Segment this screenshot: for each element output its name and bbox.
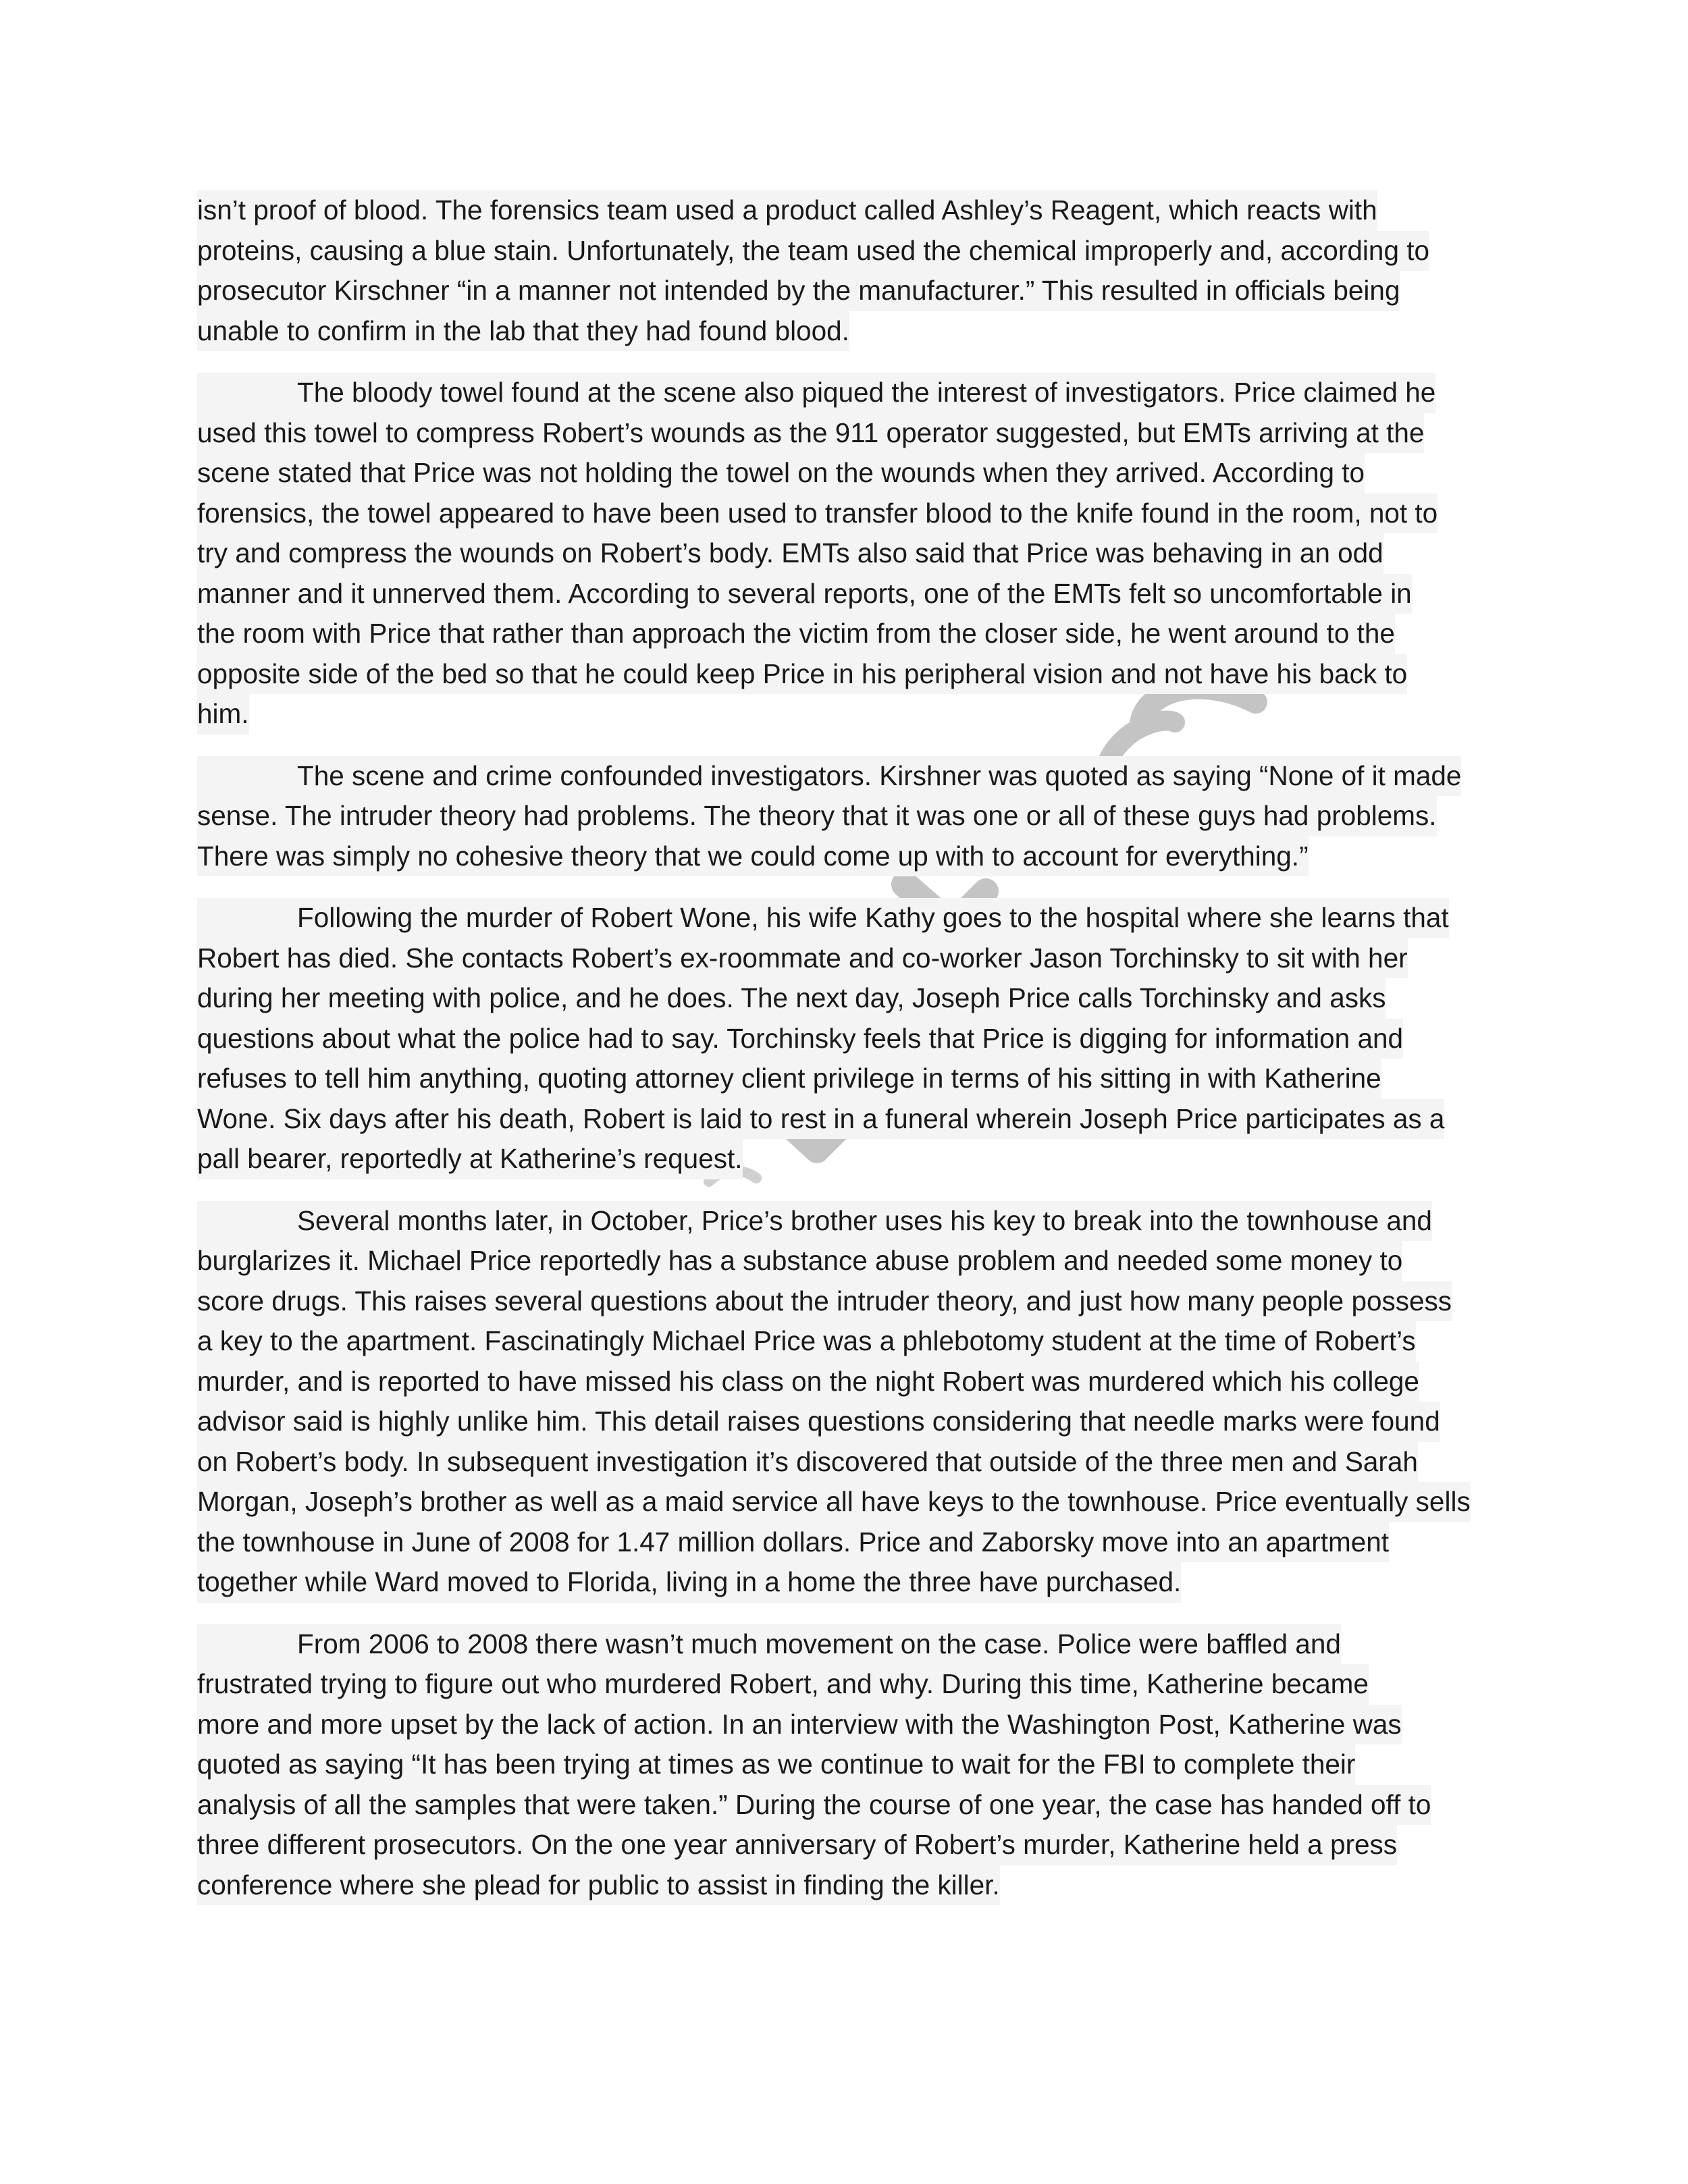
text-line: more and more upset by the lack of action. In an interview with the Washington Post, Katherine was xyxy=(197,1705,1402,1745)
paragraph xyxy=(197,190,1494,351)
text-line: quoted as saying “It has been trying at times as we continue to wait for the FBI to complete their xyxy=(197,1744,1355,1785)
text-line: unable to confirm in the lab that they had found blood. xyxy=(197,311,849,352)
text-line: burglarizes it. Michael Price reportedly has a substance abuse problem and needed some money to xyxy=(197,1241,1402,1281)
text-line: frustrated trying to figure out who murdered Robert, and why. During this time, Katherine became xyxy=(197,1664,1369,1705)
text-line: score drugs. This raises several questions about the intruder theory, and just how many people possess xyxy=(197,1281,1452,1322)
text-line: try and compress the wounds on Robert’s body. EMTs also said that Price was behaving in an odd xyxy=(197,533,1383,574)
text-line: three different prosecutors. On the one year anniversary of Robert’s murder, Katherine held a press xyxy=(197,1825,1397,1865)
text-line: scene stated that Price was not holding the towel on the wounds when they arrived. According to xyxy=(197,453,1365,494)
text-line: prosecutor Kirschner “in a manner not intended by the manufacturer.” This resulted in officials being xyxy=(197,271,1400,311)
text-line: sense. The intruder theory had problems. The theory that it was one or all of these guys had problems. xyxy=(197,796,1437,836)
text-line: The bloody towel found at the scene also piqued the interest of investigators. Price claimed he xyxy=(197,373,1435,413)
text-line: analysis of all the samples that were taken.” During the course of one year, the case has handed off to xyxy=(197,1785,1431,1826)
text-line: during her meeting with police, and he does. The next day, Joseph Price calls Torchinsky and asks xyxy=(197,978,1386,1019)
text-line: opposite side of the bed so that he could keep Price in his peripheral vision and not have his back to xyxy=(197,654,1407,695)
text-line: advisor said is highly unlike him. This detail raises questions considering that needle marks were found xyxy=(197,1402,1440,1442)
text-line: Wone. Six days after his death, Robert is laid to rest in a funeral wherein Joseph Price participates as a xyxy=(197,1099,1444,1140)
text-line: murder, and is reported to have missed his class on the night Robert was murdered which his college xyxy=(197,1362,1419,1402)
paragraph xyxy=(197,373,1494,735)
text-line: conference where she plead for public to assist in finding the killer. xyxy=(197,1865,1000,1906)
paragraph xyxy=(197,1201,1494,1603)
document-body xyxy=(197,190,1494,1927)
text-line: Morgan, Joseph’s brother as well as a maid service all have keys to the townhouse. Price eventually sells xyxy=(197,1482,1471,1522)
paragraph xyxy=(197,756,1494,877)
text-line: From 2006 to 2008 there wasn’t much movement on the case. Police were baffled and xyxy=(197,1624,1341,1665)
text-line: on Robert’s body. In subsequent investigation it’s discovered that outside of the three men and Sarah xyxy=(197,1442,1418,1483)
text-line: together while Ward moved to Florida, living in a home the three have purchased. xyxy=(197,1562,1181,1603)
text-line: him. xyxy=(197,694,249,735)
text-line: refuses to tell him anything, quoting attorney client privilege in terms of his sitting in with Katherine xyxy=(197,1059,1381,1099)
text-line: isn’t proof of blood. The forensics team used a product called Ashley’s Reagent, which reacts with xyxy=(197,190,1377,231)
paragraph xyxy=(197,898,1494,1179)
text-line: used this towel to compress Robert’s wounds as the 911 operator suggested, but EMTs arriving at the xyxy=(197,413,1424,454)
text-line: pall bearer, reportedly at Katherine’s request. xyxy=(197,1139,743,1179)
text-line: a key to the apartment. Fascinatingly Michael Price was a phlebotomy student at the time of Robert’s xyxy=(197,1321,1416,1362)
text-line: Following the murder of Robert Wone, his wife Kathy goes to the hospital where she learns that xyxy=(197,898,1449,938)
text-line: forensics, the towel appeared to have been used to transfer blood to the knife found in the room, not to xyxy=(197,494,1438,534)
text-line: questions about what the police had to say. Torchinsky feels that Price is digging for information and xyxy=(197,1019,1403,1059)
text-line: the room with Price that rather than approach the victim from the closer side, he went around to the xyxy=(197,614,1395,654)
text-line: Several months later, in October, Price’s brother uses his key to break into the townhouse and xyxy=(197,1201,1432,1242)
paragraph xyxy=(197,1624,1494,1906)
text-line: The scene and crime confounded investigators. Kirshner was quoted as saying “None of it made xyxy=(197,756,1461,797)
text-line: Robert has died. She contacts Robert’s ex-roommate and co-worker Jason Torchinsky to sit with her xyxy=(197,938,1408,979)
text-line: manner and it unnerved them. According to several reports, one of the EMTs felt so uncomfortable in xyxy=(197,574,1412,614)
text-line: There was simply no cohesive theory that we could come up with to account for everything.” xyxy=(197,836,1309,877)
text-line: proteins, causing a blue stain. Unfortunately, the team used the chemical improperly and, according to xyxy=(197,231,1429,271)
text-line: the townhouse in June of 2008 for 1.47 million dollars. Price and Zaborsky move into an apartment xyxy=(197,1522,1389,1563)
